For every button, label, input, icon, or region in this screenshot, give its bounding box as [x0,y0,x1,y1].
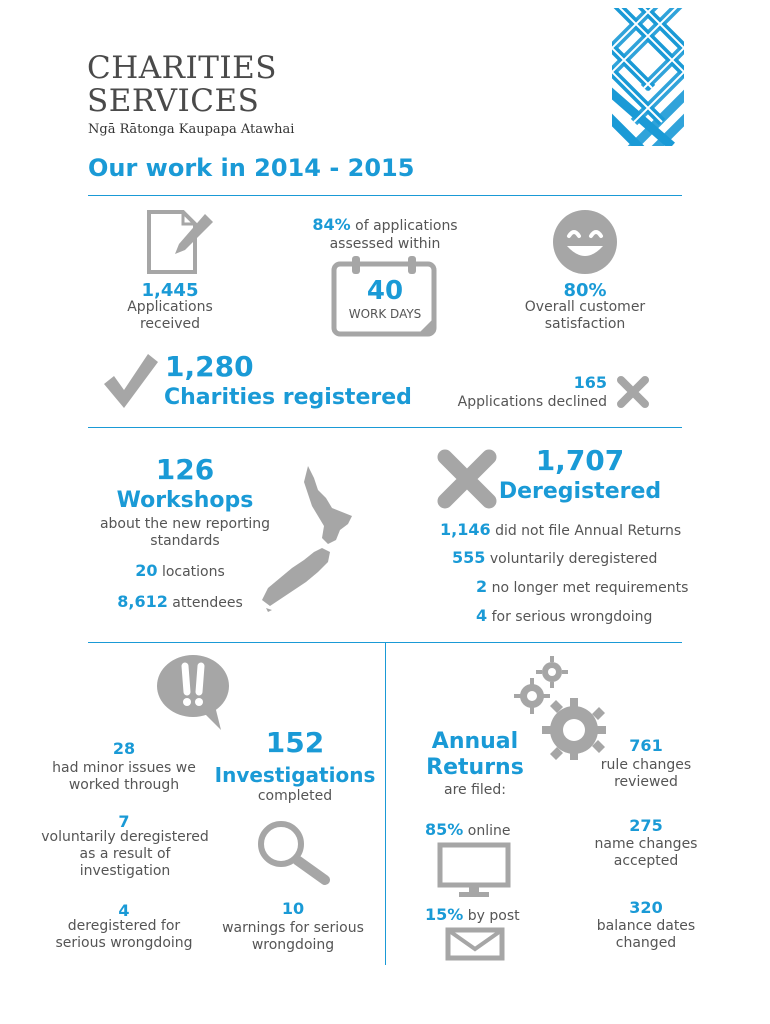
online-stat [425,820,510,839]
applications-received-value: 1,445 [141,280,199,301]
dereg-item-value: 1,146 [440,520,491,539]
name-changes-label: name changes accepted [594,836,698,869]
satisfaction-label: Overall customer satisfaction [524,299,646,332]
online-label: online [467,823,511,839]
minor-issues-value: 28 [112,739,136,758]
workshops-attendees [100,592,260,611]
divider [88,427,682,428]
declined-label: Applications declined [457,394,607,410]
new-zealand-map-icon [256,464,376,612]
registered-label: Charities registered [164,385,412,410]
dereg-item-label: no longer met requirements [491,580,689,596]
woven-logo-icon [612,8,684,146]
checkmark-icon [100,352,160,410]
post-value: 15% [425,905,464,924]
dereg-item-4 [476,606,652,625]
dereg-item-label: for serious wrongdoing [491,609,653,625]
dereg-item-3 [476,577,688,596]
investigations-label: Investigations [214,763,376,787]
assessed-line1: of applications [355,218,458,234]
deregistered-value: 1,707 [535,444,625,477]
attendees-label: attendees [172,595,243,611]
annual-returns-sublabel: are filed: [443,782,506,798]
workshops-locations [110,561,250,580]
monitor-icon [437,842,511,898]
assessed-pct: 84% [312,215,351,234]
deregistered-label: Deregistered [498,479,662,504]
annual-returns-title [415,729,535,781]
page-title: Our work in 2014 - 2015 [88,154,415,182]
logo-line1: CHARITIES [87,50,278,86]
voluntary-label: voluntarily deregistered as a result of investigation [41,829,209,879]
workshops-label: Workshops [116,488,254,513]
warnings-label: warnings for serious wrongdoing [222,920,364,953]
rule-changes-value: 761 [629,736,663,755]
serious-value: 4 [118,901,130,920]
dereg-item-1 [440,520,681,539]
registered-value: 1,280 [165,350,254,383]
assessed-text [280,216,490,253]
smiley-icon [551,208,619,276]
warnings-value: 10 [281,899,305,918]
investigations-sublabel: completed [257,788,333,804]
minor-issues-label: had minor issues we worked through [52,760,196,793]
logo-line2: SERVICES [87,83,260,119]
workshops-value: 126 [155,453,215,486]
locations-label: locations [161,564,225,580]
post-stat [425,905,520,924]
cross-large-icon [436,448,498,510]
assessed-line2: assessed within [329,236,441,252]
dereg-item-label: voluntarily deregistered [489,551,658,567]
annual-returns-title-line1: Annual [431,729,519,754]
satisfaction-value: 80% [563,280,607,301]
dereg-item-2 [452,548,657,567]
post-label: by post [467,908,520,924]
speech-bubble-icon [155,652,235,732]
envelope-icon [445,927,505,961]
cross-small-icon [616,375,650,409]
logo-subtitle: Ngā Rātonga Kaupapa Atawhai [88,122,295,137]
declined-value: 165 [573,373,607,392]
voluntary-value: 7 [118,812,130,831]
dereg-item-value: 4 [476,606,488,625]
balance-dates-label: balance dates changed [596,918,696,951]
applications-received-label: Applications received [127,299,213,332]
work-days-value: 40 [366,276,404,306]
rule-changes-label: rule changes reviewed [600,757,692,790]
magnifier-icon [255,818,331,886]
attendees-value: 8,612 [117,592,168,611]
investigations-value: 152 [265,726,325,759]
dereg-item-value: 555 [452,548,486,567]
document-pen-icon [145,208,215,276]
balance-dates-value: 320 [629,898,663,917]
vertical-divider [385,643,386,965]
dereg-item-label: did not file Annual Returns [495,523,682,539]
dereg-item-value: 2 [476,577,488,596]
workshops-description: about the new reporting standards [99,516,271,549]
name-changes-value: 275 [629,816,663,835]
locations-value: 20 [135,561,158,580]
work-days-label: WORK DAYS [348,307,422,321]
online-value: 85% [425,820,464,839]
annual-returns-title-line2: Returns [426,755,524,780]
serious-label: deregistered for serious wrongdoing [55,918,193,951]
divider [88,195,682,196]
